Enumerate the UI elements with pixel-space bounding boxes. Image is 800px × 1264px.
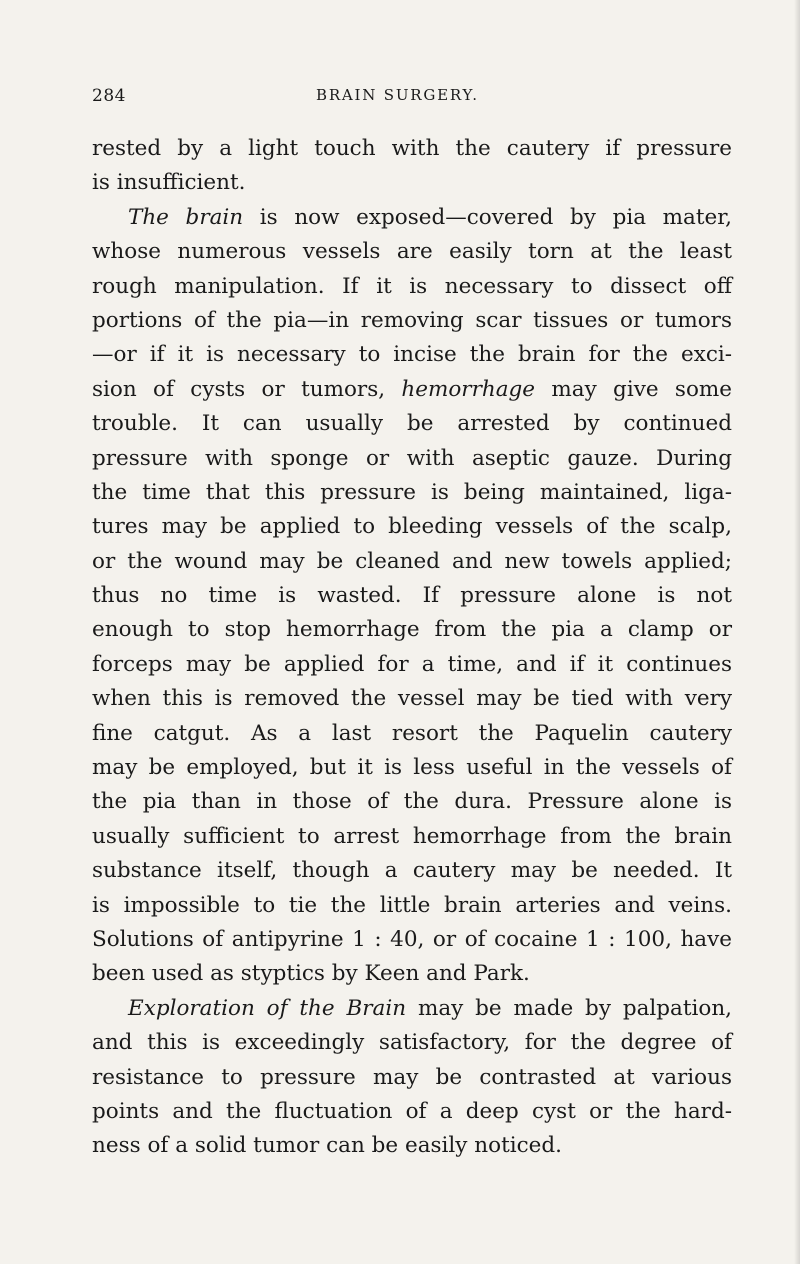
italic-term: Exploration of the Brain (128, 995, 407, 1021)
text-line: the pia than in those of the dura. Pressure alone is (92, 789, 732, 815)
text-line: thus no time is wasted. If pressure alone is not (92, 583, 732, 609)
text-line: ness of a solid tumor can be easily noticed. (92, 1133, 562, 1159)
page-number: 284 (92, 86, 126, 106)
text-line: is impossible to tie the little brain arteries and veins. (92, 892, 732, 918)
line-text: is now exposed—covered by pia mater, (243, 204, 732, 230)
line-text: may be made by palpation, (406, 995, 732, 1021)
text-line: trouble. It can usually be arrested by continued (92, 411, 732, 437)
text-line: points and the fluctuation of a deep cyst or the hard- (92, 1098, 732, 1124)
text-line: fine catgut. As a last resort the Paquelin cautery (92, 720, 732, 746)
running-head: BRAIN SURGERY. (316, 86, 479, 104)
text-line: is insufficient. (92, 170, 246, 196)
text-line: rough manipulation. If it is necessary to dissect off (92, 273, 732, 299)
italic-term: The brain (128, 204, 244, 230)
text-line: pressure with sponge or with aseptic gauze. During (92, 445, 732, 471)
text-line (92, 373, 732, 407)
text-line: or the wound may be cleaned and new towels applied; (92, 548, 732, 574)
text-line: the time that this pressure is being maintained, liga- (92, 479, 732, 505)
text-line: usually sufficient to arrest hemorrhage from the brain (92, 823, 732, 849)
text-line: forceps may be applied for a time, and if it continues (92, 651, 732, 677)
text-line (92, 201, 732, 235)
text-line: Solutions of antipyrine 1 : 40, or of cocaine 1 : 100, have (92, 926, 732, 952)
text-line: enough to stop hemorrhage from the pia a clamp or (92, 617, 732, 643)
page-edge-shadow (794, 0, 800, 1264)
text-line (92, 992, 732, 1026)
text-line: rested by a light touch with the cautery if pressure (92, 136, 732, 161)
text-line: portions of the pia—in removing scar tissues or tumors (92, 307, 732, 333)
text-line: —or if it is necessary to incise the brain for the exci- (92, 342, 732, 368)
text-line: tures may be applied to bleeding vessels of the scalp, (92, 514, 732, 540)
text-line: and this is exceedingly satisfactory, for the degree of (92, 1030, 732, 1056)
text-line: been used as styptics by Keen and Park. (92, 961, 530, 987)
text-line: resistance to pressure may be contrasted at various (92, 1064, 732, 1090)
page-header (92, 86, 732, 112)
italic-term: hemorrhage (401, 376, 536, 402)
line-text: sion of cysts or tumors, (92, 376, 402, 402)
text-line: substance itself, though a cautery may be needed. It (92, 858, 732, 884)
text-line: whose numerous vessels are easily torn at the least (92, 239, 732, 265)
text-line: when this is removed the vessel may be tied with very (92, 686, 732, 712)
line-text: may give some (535, 376, 732, 402)
text-line: may be employed, but it is less useful in the vessels of (92, 755, 732, 781)
body-text (92, 132, 732, 1164)
